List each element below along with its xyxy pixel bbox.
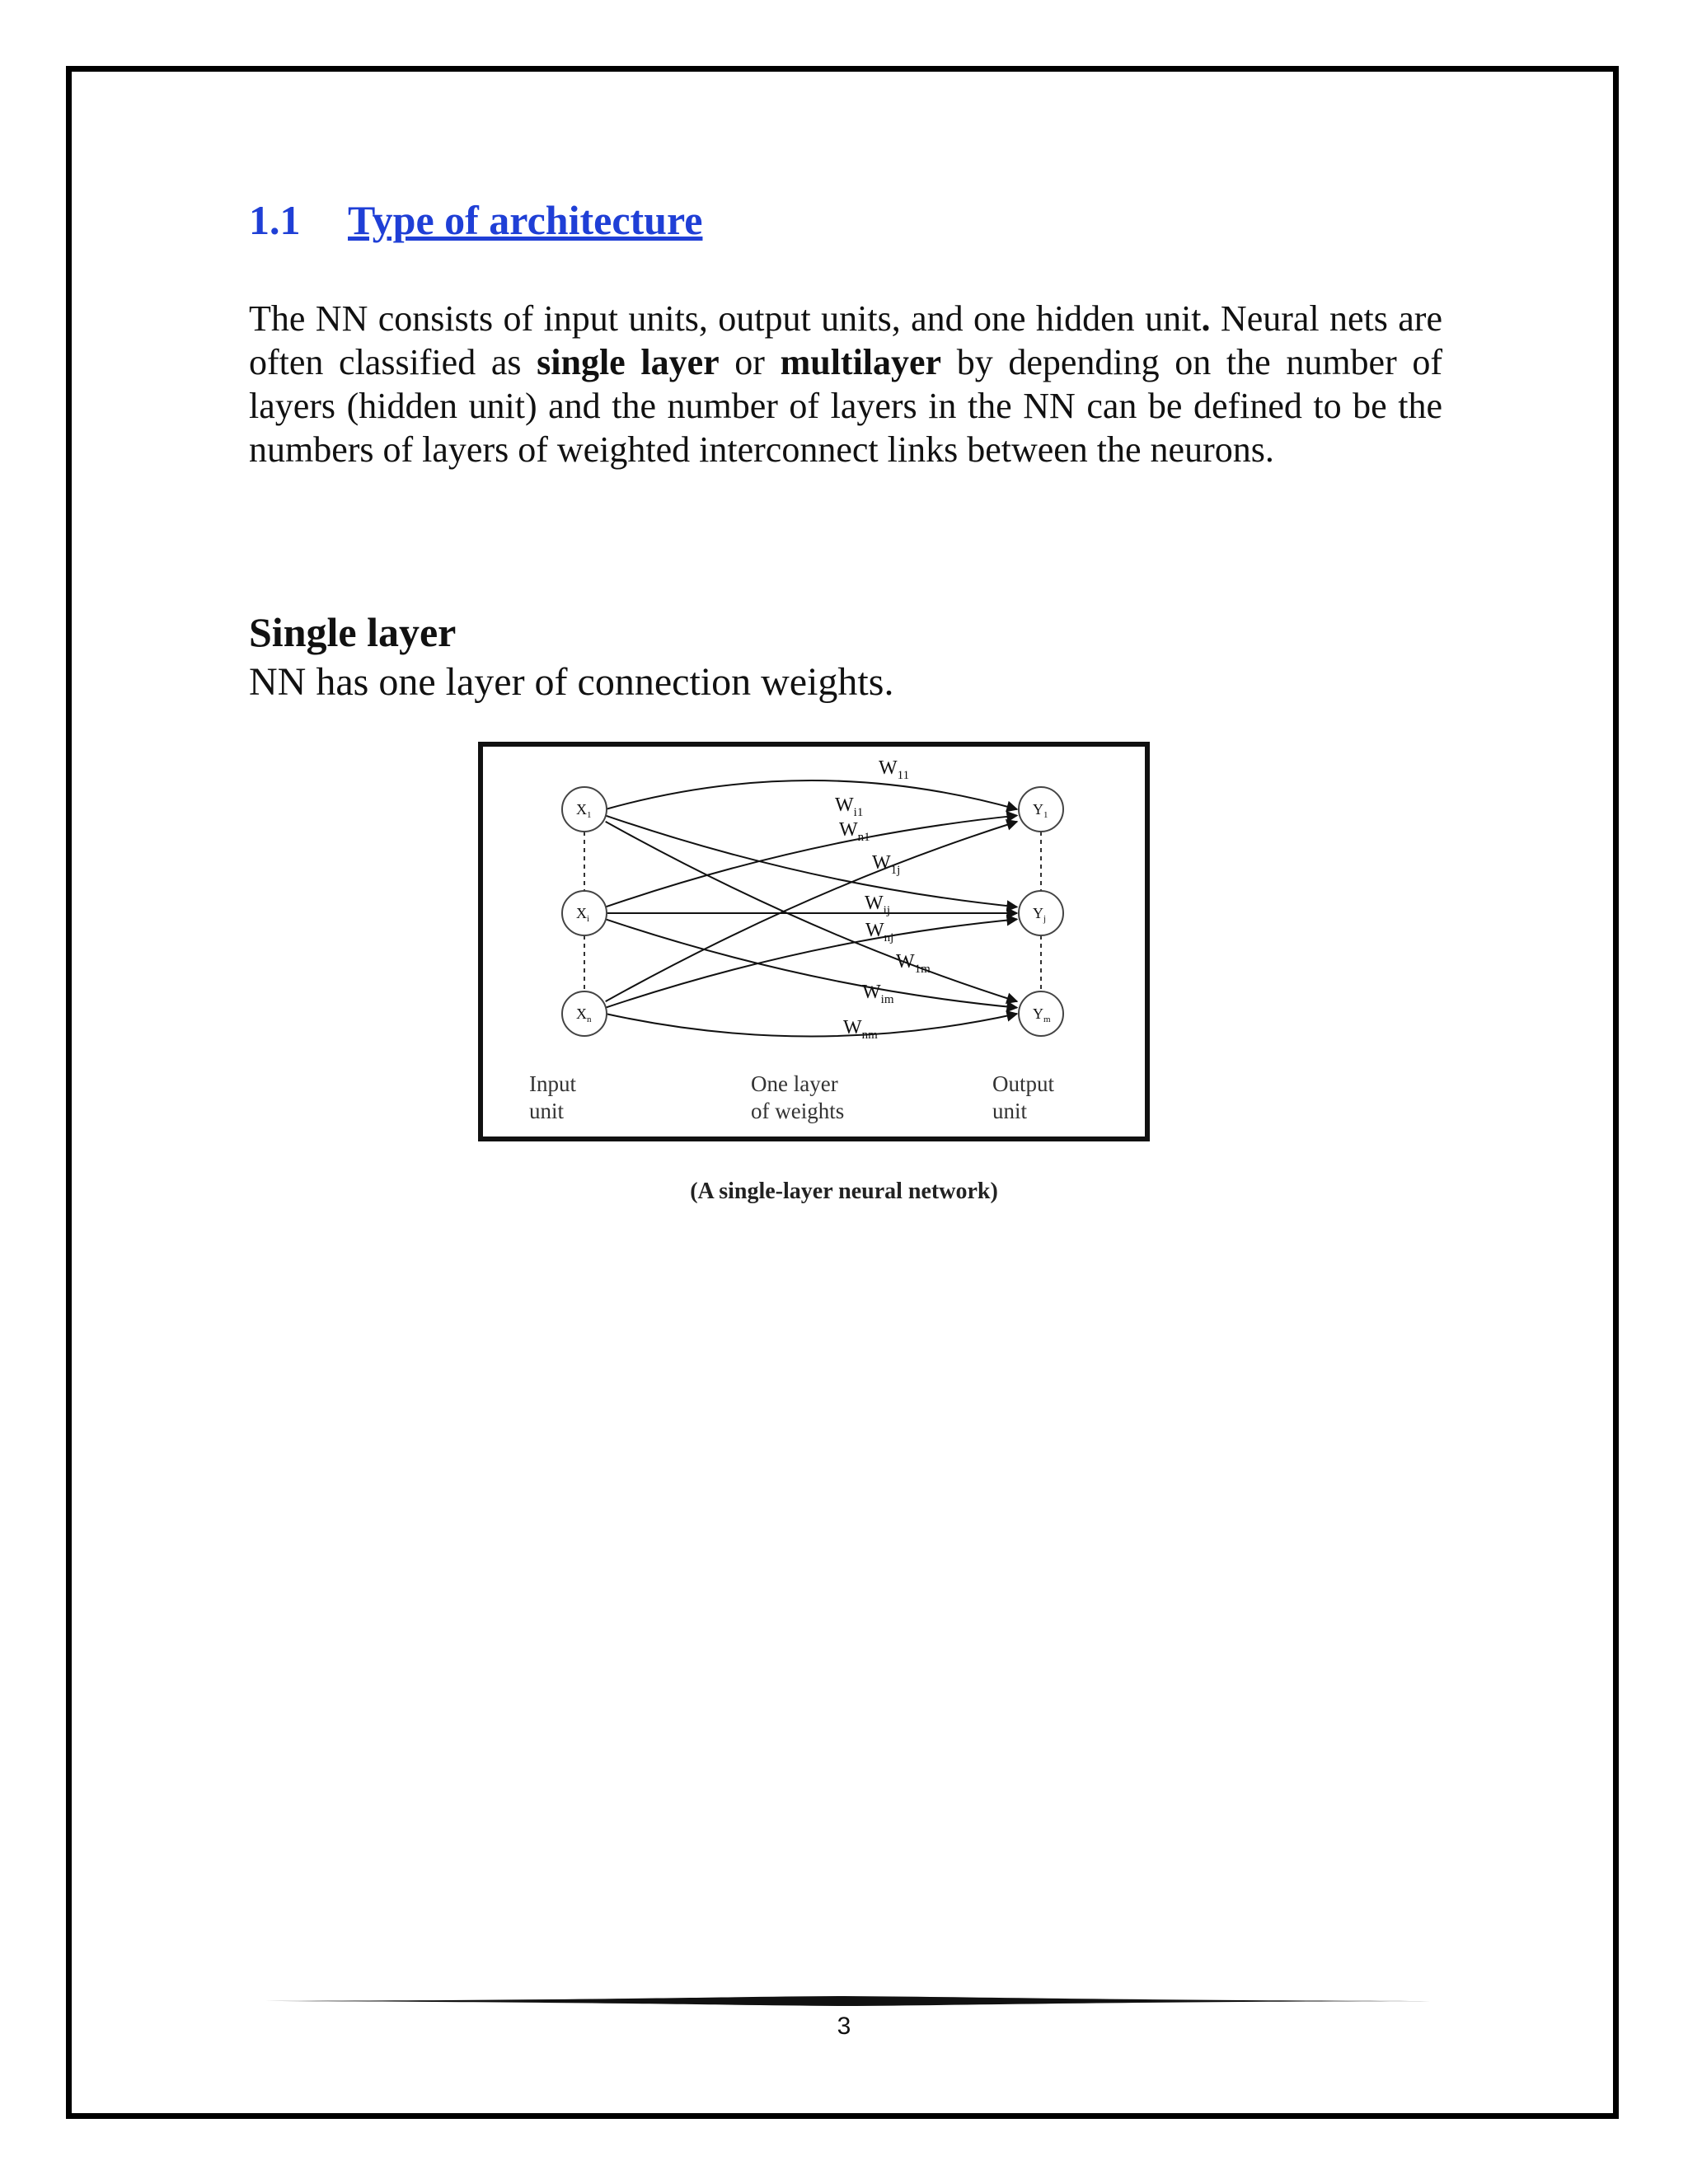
input-unit-label: $X_i$: [576, 905, 590, 924]
single-layer-network-diagram: [478, 742, 1150, 1141]
network-svg: [483, 747, 1145, 1137]
input-unit-label: $X_1$: [576, 801, 592, 820]
paragraph-run: The NN consists of input units, output units, and one hidden unit: [249, 298, 1202, 339]
output-unit-label: $Y_m$: [1033, 1005, 1051, 1024]
weight-label: $W_{i1}$: [835, 794, 864, 819]
weight-edge: [606, 919, 1017, 1007]
weight-label: $W_{11}$: [879, 757, 910, 782]
paragraph-run: multilayer: [780, 342, 942, 382]
input-unit-caption: unit: [529, 1099, 565, 1123]
paragraph-run: by depending on the number of layers (hidden unit) and the number of layers in the NN can be defined to be the numbers of layers of weighted interconnect links between the neurons.: [249, 342, 1443, 470]
section-heading: [249, 196, 702, 244]
output-unit-caption: unit: [992, 1099, 1028, 1123]
page-number: 3: [837, 2013, 851, 2040]
weight-edge: [606, 919, 1017, 1007]
weight-label: $W_{ij}$: [865, 893, 890, 917]
paragraph-run: Neural nets are often classified as: [249, 298, 1442, 382]
weight-label: $W_{1m}$: [896, 951, 931, 976]
input-unit-label: $X_n$: [576, 1005, 592, 1024]
weight-label: $W_{nj}$: [865, 920, 894, 944]
output-unit-label: $Y_1$: [1033, 801, 1048, 820]
section-number: 1.1: [249, 197, 301, 243]
output-unit-label: $Y_j$: [1033, 905, 1047, 924]
weight-label: $W_{im}$: [862, 982, 894, 1006]
weight-edge: [606, 1014, 1017, 1037]
single-layer-heading: Single layer: [249, 609, 457, 655]
single-layer-description: NN has one layer of connection weights.: [249, 660, 894, 704]
weight-label: $W_{n1}$: [839, 819, 870, 844]
weight-edge: [606, 816, 1017, 907]
figure-caption: (A single-layer neural network): [690, 1179, 998, 1204]
footer-divider: [247, 1994, 1441, 2008]
weight-edge: [606, 816, 1017, 907]
intro-paragraph: [249, 297, 1442, 471]
section-title-link[interactable]: Type of architecture: [348, 197, 703, 243]
weight-label: $W_{1j}$: [872, 852, 901, 877]
paragraph-run: single layer: [537, 342, 720, 382]
weights-caption: of weights: [751, 1099, 845, 1123]
weight-edge: [606, 780, 1017, 809]
paragraph-run: .: [1201, 298, 1211, 339]
weights-caption: One layer: [751, 1071, 838, 1096]
paragraph-run: or: [719, 342, 781, 382]
output-unit-caption: Output: [992, 1071, 1055, 1096]
input-unit-caption: Input: [529, 1071, 576, 1096]
weight-label: $W_{nm}$: [843, 1017, 878, 1042]
